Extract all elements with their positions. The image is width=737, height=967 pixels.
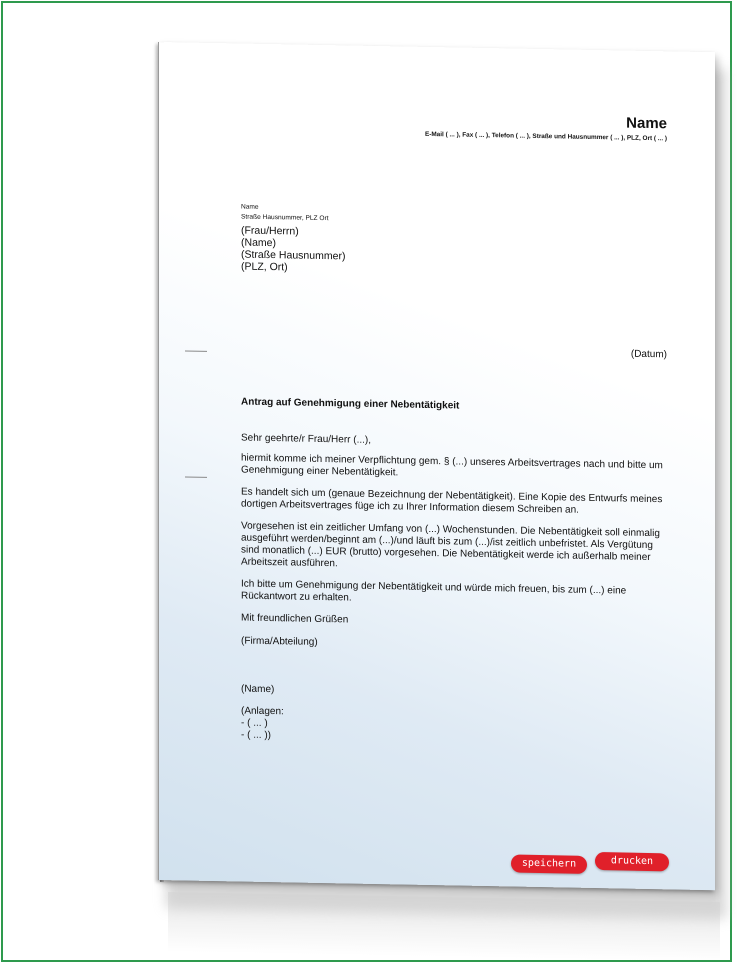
recipient-line: (Frau/Herrn)	[241, 224, 299, 238]
letter-subject: Antrag auf Genehmigung einer Nebentätigkeit	[241, 396, 460, 412]
body-paragraph: Es handelt sich um (genaue Bezeichnung der Nebentätigkeit). Eine Kopie des Entwurfs meines dortigen Arbeitsvertrages füge ich zu Ihrer Information diesem Schreiben an.	[241, 486, 663, 516]
save-button[interactable]: speichern	[511, 854, 587, 873]
company: (Firma/Abteilung)	[241, 635, 318, 648]
recipient-line: (Name)	[241, 236, 277, 250]
recipient-line: (PLZ, Ort)	[241, 260, 288, 274]
fold-mark	[185, 476, 207, 477]
recipient-line: (Straße Hausnummer)	[241, 248, 346, 263]
attachment-item: - ( ... ))	[241, 729, 271, 742]
fold-mark	[185, 350, 207, 351]
body-paragraph: Vorgesehen ist ein zeitlicher Umfang von (...) Wochenstunden. Die Nebentätigkeit soll einmalig ausgeführt werden/beginnt am (...)/und läuft bis zum (...)/ist zeitlich unbefristet. Als Vergütung sind monatlich (...) EUR (brutto) vorgesehen. Die Nebentätigkeit werde ich außerhalb meiner Arbeitszeit ausführen.	[241, 520, 660, 570]
print-button[interactable]: drucken	[595, 852, 669, 871]
sender-address: Straße Hausnummer, PLZ Ort	[241, 213, 329, 223]
letter-page	[158, 42, 715, 890]
signature-name: (Name)	[241, 683, 275, 696]
date: (Datum)	[630, 348, 667, 361]
body-paragraph: Ich bitte um Genehmigung der Nebentätigkeit und würde mich freuen, bis zum (...) eine Rückantwort zu erhalten.	[241, 578, 627, 604]
closing: Mit freundlichen Grüßen	[241, 612, 349, 626]
page-reflection	[168, 892, 720, 962]
letterhead-contact: E-Mail ( ... ), Fax ( ... ), Telefon ( ... ), Straße und Hausnummer ( ... ), PLZ, Ort ( ... )	[424, 130, 667, 143]
sender-name: Name	[241, 203, 259, 211]
body-paragraph: hiermit komme ich meiner Verpflichtung gem. § (...) unseres Arbeitsvertrages nach und bitte um Genehmigung einer Nebentätigkeit.	[241, 452, 663, 479]
letterhead-name: Name	[626, 114, 667, 133]
salutation: Sehr geehrte/r Frau/Herr (...),	[241, 432, 372, 446]
attachments-heading: (Anlagen:	[241, 705, 284, 718]
attachment-item: - ( ... )	[241, 717, 268, 730]
